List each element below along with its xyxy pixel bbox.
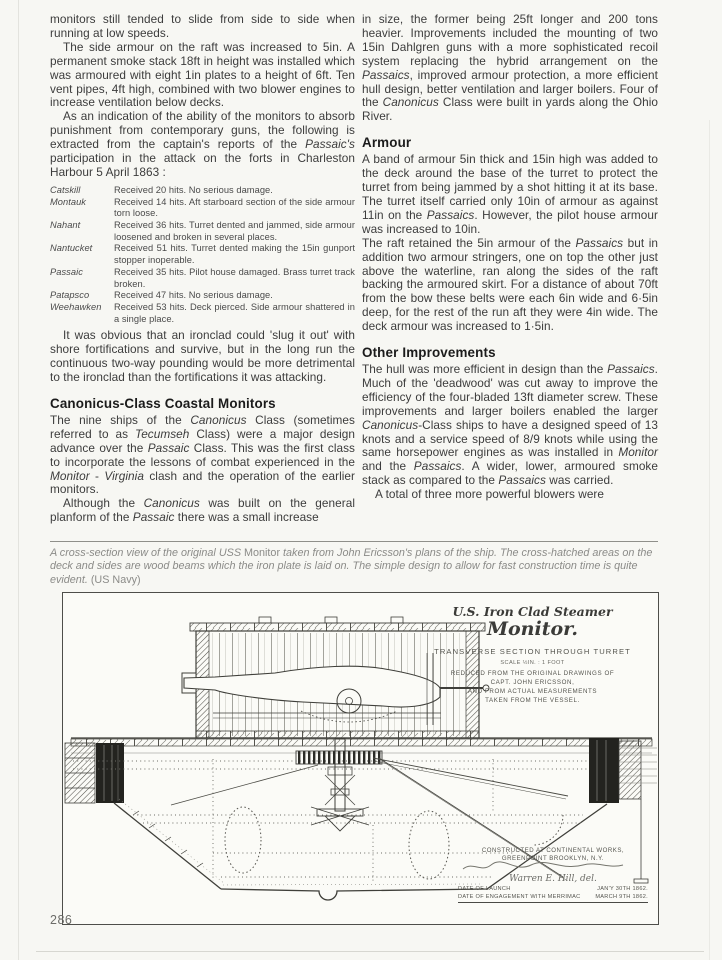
draughtsman-signature: Warren E. Hill, del. [509,874,597,884]
credits-underline [458,902,648,905]
ship-name: Weehawken [50,301,102,312]
ship-name: Catskill [50,184,81,195]
figure-caption: A cross-section view of the original USS Monitor taken from John Ericsson's plans of the ship. The cross-hatched areas on the deck and sides are wood beams which the iron plate is laid on. The simple design to allow for fast construction time is quite evident. (US Navy) [50,547,653,586]
engagement-date-label: DATE OF ENGAGEMENT WITH MERRIMAC [458,894,581,900]
drawing-scale: SCALE ½IN. : 1 FOOT [500,660,565,666]
left-column [50,13,355,525]
caption-divider-rule [50,541,658,542]
scan-artifact-left [18,0,19,960]
constructed-at-line: CONSTRUCTED AT CONTINENTAL WORKS, [481,847,625,854]
paragraph: The nine ships of the Canonicus Class (sometimes referred to as Tecumseh Class) were a major design advance over the Passaic Class. This was the first class to incorporate the lessons of combat experienced in the Monitor - Virginia clash and the operation of the earlier monitors. [50,412,356,497]
paragraph: Although the Canonicus was built on the general planform of the Passaic there was a small increase [50,496,355,525]
damage-row [50,243,355,266]
turret-spindle [296,739,382,831]
damage-row [50,220,355,243]
damage-row [50,185,355,197]
ship-name: Nahant [50,219,81,230]
damage-description: Received 14 hits. Aft starboard section of the side armour torn loose. [114,196,355,219]
battle-damage-list [50,185,355,325]
damage-description: Received 35 hits. Pilot house damaged. Brass turret track broken. [114,266,355,289]
paragraph: in size, the former being 25ft longer and 200 tons heavier. Improvements included the mounting of two 15in Dahlgren guns with a more sophisticated recoil system replacing the hybrid arrangement on the Passaics, improved armour protection, a more efficient hull design, better ventilation and larger boilers. Four of the Canonicus Class were built in yards along the Ohio River. [362,12,658,124]
drawing-credit-line3: AND FROM ACTUAL MEASUREMENTS [467,688,598,695]
page-number: 286 [50,913,73,927]
left-armour-edge [65,743,124,803]
paragraph: It was obvious that an ironclad could 'slug it out' with shore fortifications and survive, but in the long run the continuous two-way pounding would be more detrimental to the ironclad than the fortifications it was attacking. [50,328,355,385]
damage-description: Received 20 hits. No serious damage. [114,184,273,195]
damage-description: Received 47 hits. No serious damage. [114,290,273,301]
damage-description: Received 36 hits. Turret dented and jammed, side armour loosened and broken in several places. [114,219,355,242]
section-heading: Other Improvements [362,345,496,361]
ship-name: Montauk [50,196,87,207]
launch-date-value: JAN'Y 30TH 1862. [597,886,648,892]
paragraph: The hull was more efficient in design than the Passaics. Much of the 'deadwood' was cut away to improve the efficiency of the four-bladed 13ft diameter screw. These improvements and larger boilers enabled the larger Canonicus-Class ships to have a designed speed of 13 knots and a service speed of 8/9 knots while using the same horsepower engines as was installed in Monitor and the Passaics. A wider, lower, armoured smoke stack as compared to the Passaics was carried. [362,362,658,488]
damage-row [50,290,355,302]
section-heading: Armour [362,135,412,151]
damage-row [50,302,355,325]
drawing-title-block [415,605,650,704]
engagement-date-value: MARCH 9TH 1862. [595,894,648,900]
drawing-credit-line4: TAKEN FROM THE VESSEL. [485,697,580,704]
monitor-cross-section-figure [62,592,659,925]
paragraph: The raft retained the 5in armour of the Passaics but in addition two armour stringers, one on top the other just above the waterline, ran along the sides of the raft backing the armoured skirt. For a distance of about 70ft from the bow these belts were each 6in wide and 6·5in deep, for the rest of the run aft they were 4in wide. The deck armour was increased to 1·5in. [362,235,658,334]
launch-date-row [458,886,648,892]
damage-description: Received 53 hits. Deck pierced. Side armour shattered in a single place. [114,301,355,324]
drawing-title-line2: Monitor. [486,618,579,640]
damage-row [50,197,355,220]
scan-artifact-right [709,120,710,960]
paragraph: A band of armour 5in thick and 15in high was added to the deck around the base of the turret to protect the turret from being jammed by a shot hitting it at its base. The turret itself carried only 10in of armour as against 11in on the Passaics. However, the pilot house armour was increased to 10in. [362,152,658,236]
damage-description: Received 51 hits. Turret dented making the 15in gunport stopper inoperable. [114,243,355,266]
scan-artifact-bottom [36,951,704,952]
drawing-title-line1: U.S. Iron Clad Steamer [452,604,613,619]
paragraph: monitors still tended to slide from side to side when running at low speeds. [50,12,355,40]
ship-name: Nantucket [50,243,93,254]
drawing-subtitle: TRANSVERSE SECTION THROUGH TURRET [434,647,631,656]
construction-credits [458,847,648,905]
paragraph: A total of three more powerful blowers were [375,487,605,502]
ship-name: Passaic [50,266,83,277]
launch-date-label: DATE OF LAUNCH [458,886,511,892]
engagement-date-row [458,894,648,900]
damage-row [50,267,355,290]
right-column [362,13,658,502]
drawing-credit-line2: CAPT. JOHN ERICSSON, [490,679,575,686]
paragraph: As an indication of the ability of the monitors to absorb punishment from contemporary guns, the following is extracted from the captain's reports of the Passaic's participation in the attack on the forts in Charleston Harbour 5 April 1863 : [50,109,355,179]
paragraph: The side armour on the raft was increased to 5in. A permanent smoke stack 18ft in height was installed which was armoured with eight 1in plates to a height of 6ft. Ten vent pipes, 4ft high, combined with two blower engines to increase ventilation below decks. [50,39,355,110]
drawing-credit-line1: REDUCED FROM THE ORIGINAL DRAWINGS OF [450,670,615,677]
section-heading: Canonicus-Class Coastal Monitors [50,395,276,411]
ship-name: Patapsco [50,290,90,301]
constructed-location-line: GREENPOINT BROOKLYN, N.Y. [501,854,605,862]
